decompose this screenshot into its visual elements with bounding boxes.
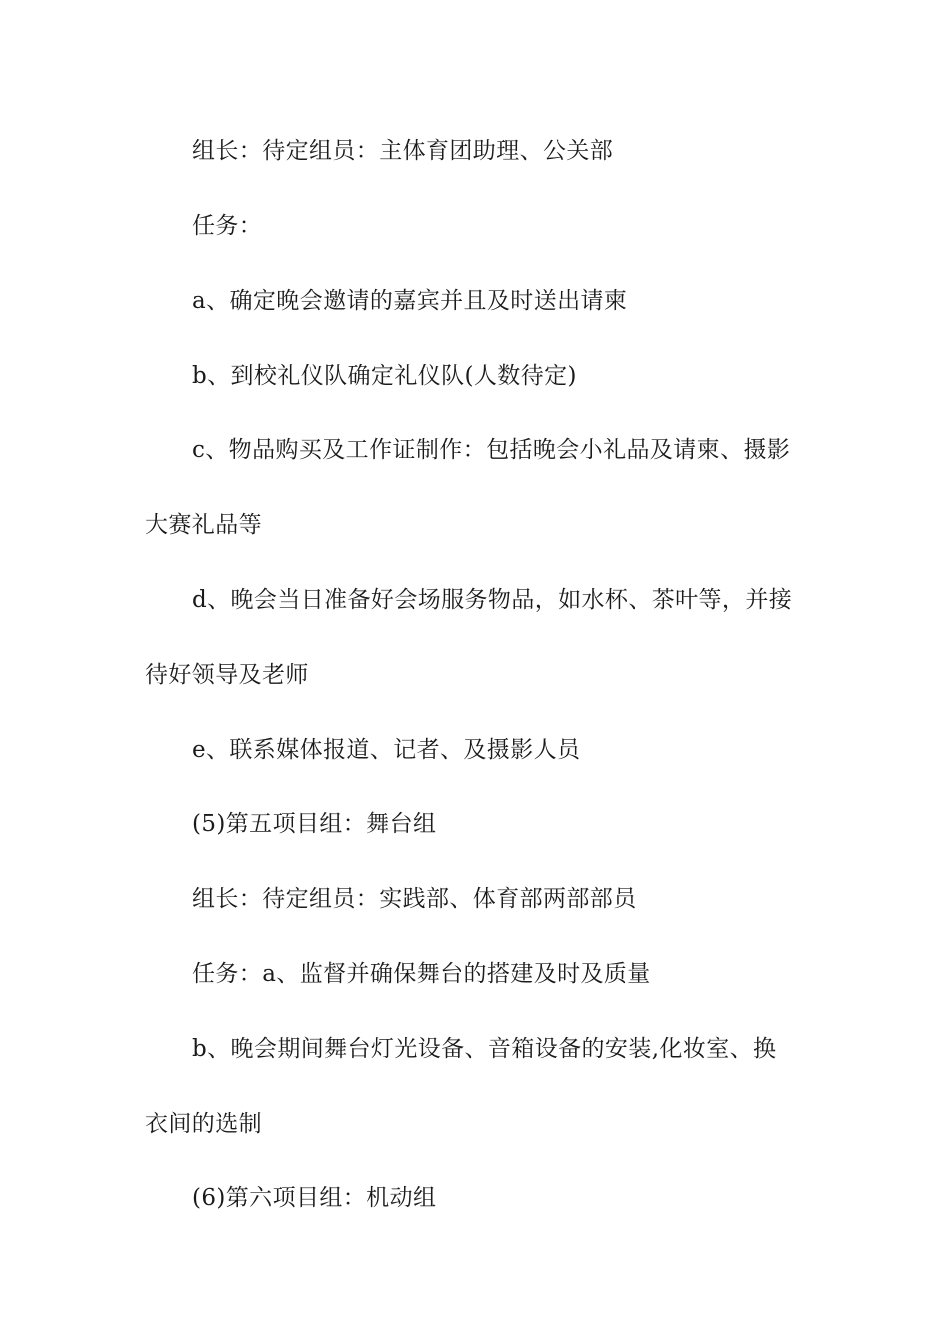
paragraph-line-continuation: 衣间的选制 (145, 1111, 262, 1137)
paragraph-line: 组长：待定组员：实践部、体育部两部部员 (192, 886, 637, 912)
paragraph-line: 任务：a、监督并确保舞台的搭建及时及质量 (192, 961, 651, 987)
paragraph-line: 组长：待定组员：主体育团助理、公关部 (192, 138, 614, 164)
section-heading: (5)第五项目组：舞台组 (192, 811, 437, 837)
paragraph-line: d、晚会当日准备好会场服务物品，如水杯、茶叶等，并接 (192, 587, 793, 613)
paragraph-line: 任务： (192, 213, 263, 239)
paragraph-line: c、物品购买及工作证制作：包括晚会小礼品及请柬、摄影 (192, 437, 791, 463)
section-heading: (6)第六项目组：机动组 (192, 1185, 437, 1211)
paragraph-line: a、确定晚会邀请的嘉宾并且及时送出请柬 (192, 288, 628, 314)
paragraph-line-continuation: 大赛礼品等 (145, 512, 262, 538)
paragraph-line: b、晚会期间舞台灯光设备、音箱设备的安装,化妆室、换 (192, 1036, 777, 1062)
paragraph-line: b、到校礼仪队确定礼仪队(人数待定) (192, 363, 577, 389)
paragraph-line: e、联系媒体报道、记者、及摄影人员 (192, 737, 581, 763)
paragraph-line-continuation: 待好领导及老师 (145, 662, 309, 688)
